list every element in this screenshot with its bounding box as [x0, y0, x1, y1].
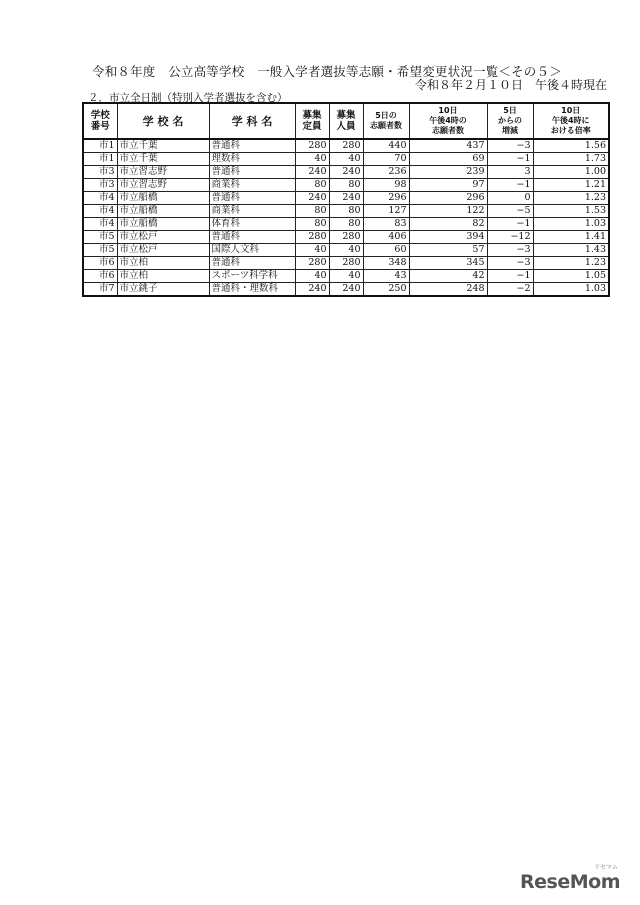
resemom-logo	[520, 864, 620, 893]
table-body	[83, 139, 609, 296]
school-number-cell: 市3	[83, 166, 117, 179]
applicants-5th-cell: 127	[363, 205, 409, 218]
change-cell: −1	[487, 218, 533, 231]
department-cell: 体育科	[209, 218, 295, 231]
change-cell: −2	[487, 283, 533, 297]
capacity-cell: 40	[295, 153, 329, 166]
applicants-10th-cell: 69	[409, 153, 487, 166]
ratio-cell: 1.23	[533, 257, 609, 270]
table-row	[83, 270, 609, 283]
ratio-cell: 1.23	[533, 192, 609, 205]
change-cell: −1	[487, 179, 533, 192]
change-cell: −12	[487, 231, 533, 244]
change-cell: −3	[487, 257, 533, 270]
school-name-cell: 市立柏	[117, 270, 209, 283]
school-name-cell: 市立松戸	[117, 244, 209, 257]
department-cell: 普通科	[209, 166, 295, 179]
application-status-table	[82, 102, 610, 297]
change-cell: −5	[487, 205, 533, 218]
department-cell: 普通科	[209, 139, 295, 153]
applicants-5th-cell: 43	[363, 270, 409, 283]
ratio-cell: 1.43	[533, 244, 609, 257]
department-cell: 商業科	[209, 205, 295, 218]
change-cell: 3	[487, 166, 533, 179]
logo-text: ReseMom	[520, 871, 620, 893]
table-row	[83, 166, 609, 179]
applicants-10th-cell: 437	[409, 139, 487, 153]
recruitment-cell: 40	[329, 244, 363, 257]
col-ratio: 10日 午後4時に おける倍率	[533, 103, 609, 139]
department-cell: 普通科	[209, 257, 295, 270]
col-capacity: 募集 定員	[295, 103, 329, 139]
department-cell: 普通科	[209, 192, 295, 205]
change-cell: −3	[487, 244, 533, 257]
school-number-cell: 市6	[83, 270, 117, 283]
capacity-cell: 80	[295, 205, 329, 218]
ratio-cell: 1.73	[533, 153, 609, 166]
school-number-cell: 市7	[83, 283, 117, 297]
col-school-name: 学 校 名	[117, 103, 209, 139]
recruitment-cell: 80	[329, 179, 363, 192]
recruitment-cell: 40	[329, 270, 363, 283]
school-number-cell: 市4	[83, 205, 117, 218]
table-row	[83, 205, 609, 218]
school-number-cell: 市5	[83, 244, 117, 257]
applicants-5th-cell: 440	[363, 139, 409, 153]
applicants-5th-cell: 236	[363, 166, 409, 179]
table-row	[83, 257, 609, 270]
section-heading: ２．市立全日制（特別入学者選抜を含む）	[88, 92, 288, 104]
applicants-10th-cell: 394	[409, 231, 487, 244]
capacity-cell: 240	[295, 192, 329, 205]
applicants-10th-cell: 122	[409, 205, 487, 218]
recruitment-cell: 280	[329, 231, 363, 244]
recruitment-cell: 280	[329, 139, 363, 153]
col-applicants-5th: 5日の 志願者数	[363, 103, 409, 139]
col-applicants-10th: 10日 午後4時の 志願者数	[409, 103, 487, 139]
department-cell: 普通科・理数科	[209, 283, 295, 297]
recruitment-cell: 80	[329, 205, 363, 218]
applicants-5th-cell: 348	[363, 257, 409, 270]
applicants-10th-cell: 239	[409, 166, 487, 179]
recruitment-cell: 80	[329, 218, 363, 231]
applicants-5th-cell: 70	[363, 153, 409, 166]
report-date: 令和８年２月１０日 午後４時現在	[414, 78, 607, 92]
col-recruitment: 募集 人員	[329, 103, 363, 139]
applicants-5th-cell: 406	[363, 231, 409, 244]
table-row	[83, 244, 609, 257]
recruitment-cell: 280	[329, 257, 363, 270]
capacity-cell: 40	[295, 270, 329, 283]
applicants-10th-cell: 82	[409, 218, 487, 231]
recruitment-cell: 240	[329, 283, 363, 297]
department-cell: 普通科	[209, 231, 295, 244]
school-number-cell: 市4	[83, 218, 117, 231]
applicants-5th-cell: 83	[363, 218, 409, 231]
table-row	[83, 192, 609, 205]
applicants-10th-cell: 97	[409, 179, 487, 192]
table-header-row	[83, 103, 609, 139]
school-name-cell: 市立習志野	[117, 179, 209, 192]
applicants-10th-cell: 248	[409, 283, 487, 297]
recruitment-cell: 240	[329, 166, 363, 179]
school-name-cell: 市立千葉	[117, 153, 209, 166]
school-name-cell: 市立柏	[117, 257, 209, 270]
ratio-cell: 1.05	[533, 270, 609, 283]
school-number-cell: 市1	[83, 153, 117, 166]
school-name-cell: 市立船橋	[117, 205, 209, 218]
capacity-cell: 280	[295, 257, 329, 270]
capacity-cell: 280	[295, 139, 329, 153]
school-number-cell: 市6	[83, 257, 117, 270]
ratio-cell: 1.41	[533, 231, 609, 244]
capacity-cell: 80	[295, 218, 329, 231]
school-number-cell: 市5	[83, 231, 117, 244]
table-row	[83, 179, 609, 192]
table-row	[83, 218, 609, 231]
table-row	[83, 139, 609, 153]
school-number-cell: 市1	[83, 139, 117, 153]
col-change: 5日 からの 増減	[487, 103, 533, 139]
ratio-cell: 1.56	[533, 139, 609, 153]
change-cell: −3	[487, 139, 533, 153]
applicants-10th-cell: 296	[409, 192, 487, 205]
applicants-10th-cell: 345	[409, 257, 487, 270]
table-row	[83, 231, 609, 244]
capacity-cell: 80	[295, 179, 329, 192]
logo-subtext: リセマム	[594, 864, 618, 871]
capacity-cell: 280	[295, 231, 329, 244]
applicants-5th-cell: 98	[363, 179, 409, 192]
school-name-cell: 市立船橋	[117, 218, 209, 231]
recruitment-cell: 40	[329, 153, 363, 166]
capacity-cell: 240	[295, 283, 329, 297]
applicants-10th-cell: 42	[409, 270, 487, 283]
capacity-cell: 40	[295, 244, 329, 257]
col-school-number: 学校 番号	[83, 103, 117, 139]
applicants-5th-cell: 60	[363, 244, 409, 257]
ratio-cell: 1.00	[533, 166, 609, 179]
department-cell: スポーツ科学科	[209, 270, 295, 283]
page-title: 令和８年度 公立高等学校 一般入学者選抜等志願・希望変更状況一覧＜その５＞	[92, 64, 562, 79]
ratio-cell: 1.21	[533, 179, 609, 192]
recruitment-cell: 240	[329, 192, 363, 205]
school-name-cell: 市立船橋	[117, 192, 209, 205]
school-name-cell: 市立銚子	[117, 283, 209, 297]
change-cell: −1	[487, 153, 533, 166]
capacity-cell: 240	[295, 166, 329, 179]
applicants-10th-cell: 57	[409, 244, 487, 257]
department-cell: 国際人文科	[209, 244, 295, 257]
school-name-cell: 市立習志野	[117, 166, 209, 179]
department-cell: 商業科	[209, 179, 295, 192]
school-name-cell: 市立千葉	[117, 139, 209, 153]
col-department: 学 科 名	[209, 103, 295, 139]
ratio-cell: 1.53	[533, 205, 609, 218]
change-cell: −1	[487, 270, 533, 283]
applicants-5th-cell: 250	[363, 283, 409, 297]
ratio-cell: 1.03	[533, 283, 609, 297]
table-row	[83, 153, 609, 166]
table-row	[83, 283, 609, 297]
school-name-cell: 市立松戸	[117, 231, 209, 244]
ratio-cell: 1.03	[533, 218, 609, 231]
applicants-5th-cell: 296	[363, 192, 409, 205]
school-number-cell: 市3	[83, 179, 117, 192]
department-cell: 理数科	[209, 153, 295, 166]
school-number-cell: 市4	[83, 192, 117, 205]
change-cell: 0	[487, 192, 533, 205]
